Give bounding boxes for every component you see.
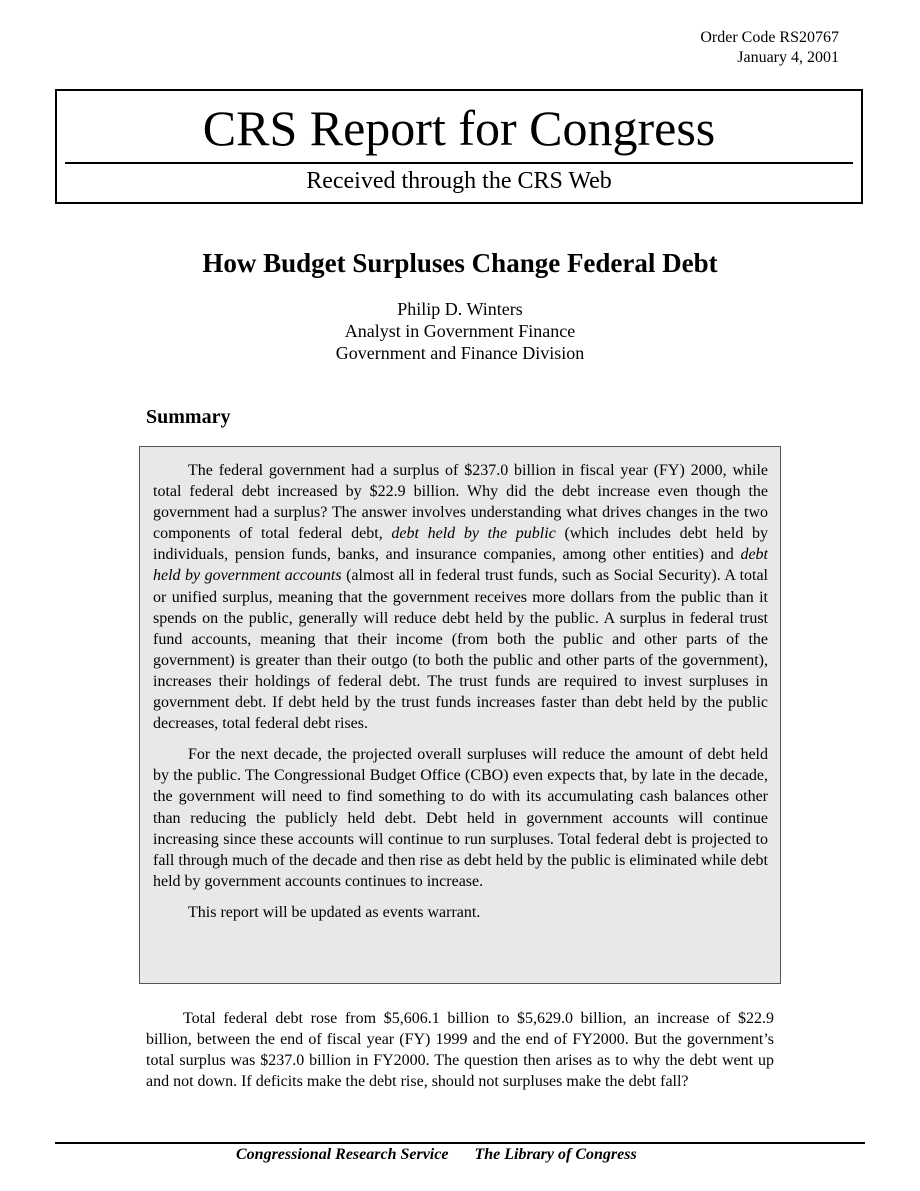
body-paragraph-1: Total federal debt rose from $5,606.1 billion to $5,629.0 billion, an increase of $22.9 billion, between the end of fiscal year (FY) 1999 and the end of FY2000. But the government’s total surplus was $237.0 billion in FY2000. The question then arises as to why the debt went up and not down. If deficits make the debt rise, should not surpluses make the debt fall? [146, 1010, 774, 1091]
order-info [700, 28, 839, 68]
crs-banner [55, 89, 863, 204]
author-block [0, 298, 920, 364]
banner-divider [65, 162, 853, 164]
report-date: January 4, 2001 [737, 49, 839, 66]
author-title: Analyst in Government Finance [344, 321, 576, 341]
author-name: Philip D. Winters [397, 299, 523, 319]
term-debt-held-by-government-accounts: debt held by government accounts [153, 546, 768, 585]
banner-title: CRS Report for Congress [202, 100, 716, 156]
summary-paragraph-2: For the next decade, the projected overall surpluses will reduce the amount of debt held by the public. The Congressional Budget Office (CBO) even expects that, by late in the decade, the government will need to find something to do with its accumulating cash balances other than reducing the publicly held debt. Debt held in government accounts will continue increasing since these accounts will continue to run surpluses. Total federal debt is projected to fall through much of the decade and then rise as debt held by the public is eliminated while debt held by government accounts continues to increase. [153, 746, 768, 890]
summary-heading: Summary [146, 406, 231, 428]
order-code: Order Code RS20767 [700, 29, 839, 46]
footer-library: The Library of Congress [474, 1146, 637, 1163]
summary-paragraph-3: This report will be updated as events warrant. [188, 903, 481, 921]
author-division: Government and Finance Division [335, 343, 585, 363]
footer-crs: Congressional Research Service [236, 1146, 449, 1163]
term-debt-held-by-public: debt held by the public [391, 525, 556, 543]
footer [236, 1145, 637, 1165]
summary-box [139, 446, 781, 984]
document-title: How Budget Surpluses Change Federal Debt [202, 248, 718, 278]
summary-paragraph-1: The federal government had a surplus of $237.0 billion in fiscal year (FY) 2000, while total federal debt increased by $22.9 billion. Why did the debt increase even though the government had a surplus? The answer involves understanding what drives changes in the two components of total federal debt, debt held by the public (which includes debt held by individuals, pension funds, banks, and insurance companies, among other entities) and debt held by government accounts (almost all in federal trust funds, such as Social Security). A total or unified surplus, meaning that the government receives more dollars from the public than it spends on the public, generally will reduce debt held by the public. A surplus in federal trust fund accounts, meaning that their income (from both the public and other parts of the government) is greater than their outgo (to both the public and other parts of the government), increases their holdings of federal debt. The trust funds are required to invest surpluses in government debt. If debt held by the trust funds increases faster than debt held by the public decreases, total federal debt rises. [153, 462, 769, 733]
banner-subtitle: Received through the CRS Web [306, 168, 612, 194]
footer-divider [55, 1142, 865, 1144]
